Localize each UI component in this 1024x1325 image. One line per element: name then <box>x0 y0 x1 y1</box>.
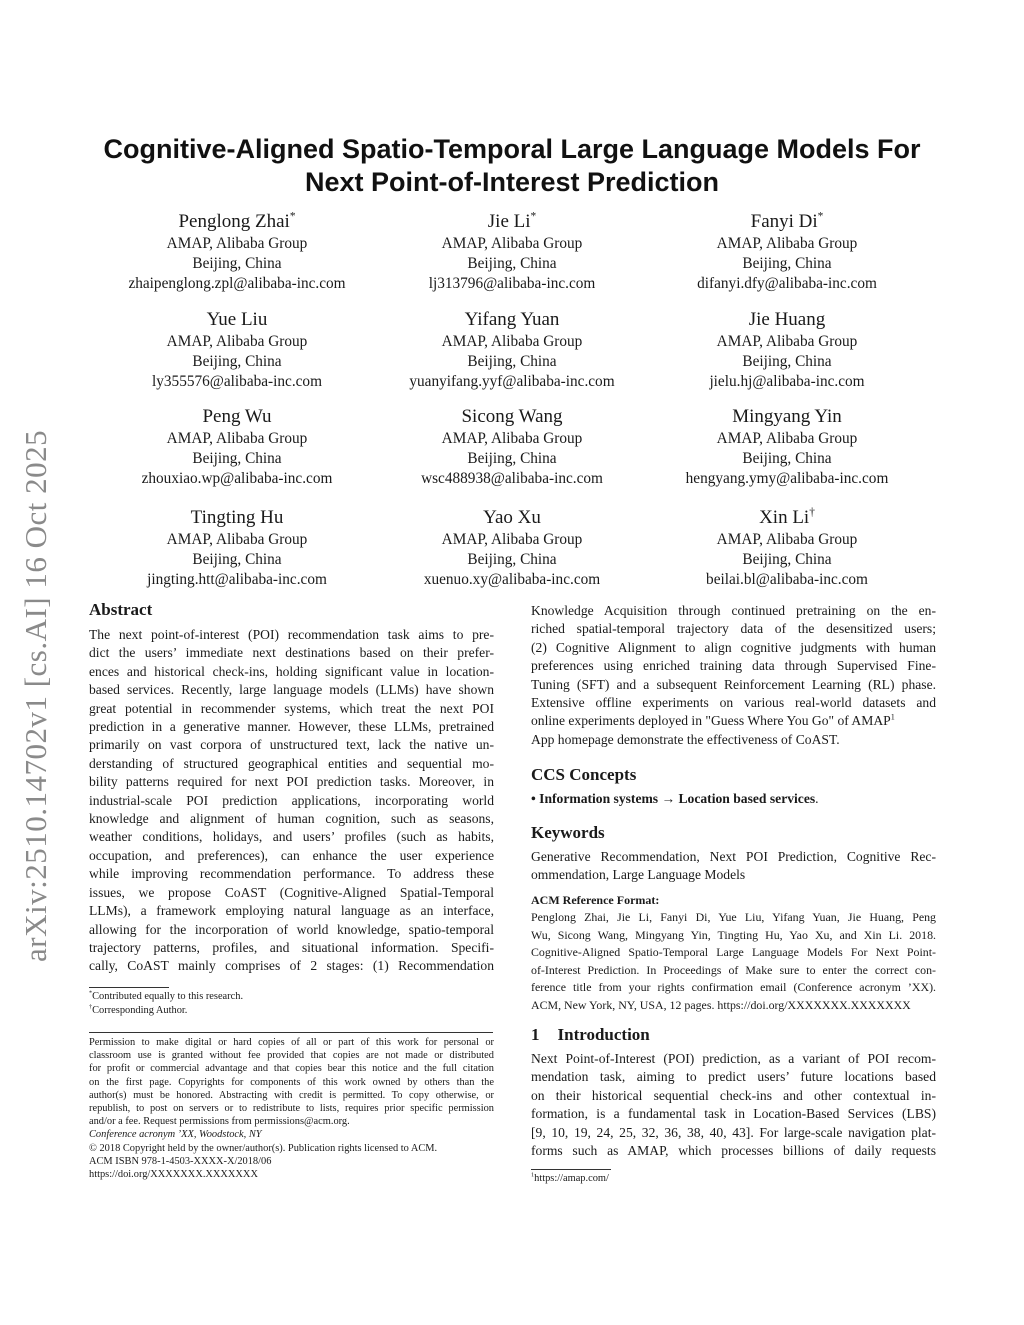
permission-doi: https://doi.org/XXXXXXX.XXXXXXX <box>89 1169 258 1181</box>
author-location: Beijing, China <box>467 551 557 568</box>
author-email: beilai.bl@alibaba-inc.com <box>706 571 868 588</box>
author-location: Beijing, China <box>192 255 282 272</box>
permission-line: republish, to post on servers or to redistribute to lists, requires prior specific permission <box>89 1103 494 1115</box>
footnote-corresponding: †Corresponding Author. <box>89 1003 188 1016</box>
conference-line: Conference acronym ’XX, Woodstock, NY <box>89 1129 262 1141</box>
acm-reference <box>531 909 936 1015</box>
author-email: lj313796@alibaba-inc.com <box>428 275 596 292</box>
author-affiliation: AMAP, Alibaba Group <box>441 333 583 350</box>
author-card <box>637 210 937 294</box>
abstract-line: riched spatial-temporal trajectory data of the desensitized users; <box>531 621 936 637</box>
author-card <box>637 308 937 392</box>
intro-line: on their historical sequential check-ins and other contextual in- <box>531 1087 936 1103</box>
author-affiliation: AMAP, Alibaba Group <box>716 531 858 548</box>
intro-line: formation, is a fundamental task in Location-Based Services (LBS) <box>531 1106 936 1122</box>
abstract-continued <box>531 602 936 749</box>
author-affiliation: AMAP, Alibaba Group <box>166 531 308 548</box>
author-name: Sicong Wang <box>461 406 563 427</box>
author-affiliation: AMAP, Alibaba Group <box>166 430 308 447</box>
author-email: jingting.htt@alibaba-inc.com <box>147 571 327 588</box>
url-footnote-rule <box>531 1169 611 1170</box>
author-email: wsc488938@alibaba-inc.com <box>421 470 603 487</box>
abstract-line: LLMs), a framework employing natural language as an interface, <box>89 903 494 919</box>
author-mark: * <box>289 210 296 223</box>
abstract-line: ences and historical check-ins, holding significant value in location- <box>89 663 494 679</box>
author-email: zhouxiao.wp@alibaba-inc.com <box>141 470 333 487</box>
author-location: Beijing, China <box>467 450 557 467</box>
author-name: Yao Xu <box>483 507 541 528</box>
author-email: difanyi.dfy@alibaba-inc.com <box>697 275 877 292</box>
permission-line: author(s) must be honored. Abstracting with credit is permitted. To copy otherwise, or <box>89 1089 494 1101</box>
author-affiliation: AMAP, Alibaba Group <box>166 235 308 252</box>
abstract-line: dict the users’ immediate next destinations based on their prefer- <box>89 645 494 661</box>
author-affiliation: AMAP, Alibaba Group <box>441 531 583 548</box>
author-affiliation: AMAP, Alibaba Group <box>716 333 858 350</box>
keywords-body <box>531 848 936 885</box>
arxiv-side-label: arXiv:2510.14702v1 [cs.AI] 16 Oct 2025 <box>18 429 53 962</box>
author-affiliation: AMAP, Alibaba Group <box>441 235 583 252</box>
author-email: ly355576@alibaba-inc.com <box>152 373 322 390</box>
permission-line: and/or a fee. Request permissions from permissions@acm.org. <box>89 1116 350 1128</box>
acm-reference-line: Cognitive-Aligned Spatio-Temporal Large Language Models For Next Point- <box>531 945 936 960</box>
acm-reference-line: Penglong Zhai, Jie Li, Fanyi Di, Yue Liu, Yifang Yuan, Jie Huang, Peng <box>531 910 936 924</box>
abstract-line: prediction in a generative manner. However, these LLMs, pretrained <box>89 719 494 735</box>
author-location: Beijing, China <box>192 450 282 467</box>
keyword-line: Generative Recommendation, Next POI Prediction, Cognitive Rec- <box>531 849 936 864</box>
abstract-line: while improving recommendation performance. To address these <box>89 866 494 882</box>
author-card <box>637 506 937 590</box>
author-name: Jie Huang <box>748 309 826 330</box>
author-email: hengyang.ymy@alibaba-inc.com <box>685 470 889 487</box>
permission-line: classroom use is granted without fee provided that copies are not made or distributed <box>89 1050 494 1062</box>
author-location: Beijing, China <box>742 353 832 370</box>
ccs-heading: CCS Concepts <box>531 765 637 784</box>
author-name: Xin Li† <box>759 506 815 528</box>
author-email: jielu.hj@alibaba-inc.com <box>709 373 865 390</box>
author-card <box>362 405 662 489</box>
acm-reference-line: ACM, New York, NY, USA, 12 pages. https://doi.org/XXXXXXX.XXXXXXX <box>531 997 911 1012</box>
abstract-line: allowing for the incorporation of world knowledge, spatio-temporal <box>89 921 494 937</box>
abstract-line: Knowledge Acquisition through continued pretraining on the en- <box>531 603 936 618</box>
abstract-line: issues, we propose CoAST (Cognitive-Aligned Spatial-Temporal <box>89 884 494 900</box>
abstract-line: online experiments deployed in "Guess Where You Go" of AMAP$^1$ <box>531 712 895 729</box>
author-location: Beijing, China <box>192 353 282 370</box>
author-mark: † <box>809 506 815 519</box>
footnote-equal-mark: * <box>89 989 93 997</box>
abstract-line: cally, CoAST mainly comprises of 2 stages: (1) Recommendation <box>89 958 494 974</box>
abstract-line: knowledge and alignment of human cognition, such as seasons, <box>89 811 494 827</box>
abstract-line: occupation, and preferences), can enhance the user experience <box>89 847 494 863</box>
permission-isbn: ACM ISBN 978-1-4503-XXXX-X/2018/06 <box>89 1155 272 1167</box>
author-location: Beijing, China <box>467 353 557 370</box>
abstract-line: primarily on vast corpora of unstructured text, lack the native un- <box>89 737 494 753</box>
acm-reference-line: ference title from your rights confirmation email (Conference acronym ’XX). <box>531 980 936 995</box>
abstract-line: industrial-scale POI prediction applications, incorporating world <box>89 792 494 808</box>
acm-reference-line: Wu, Sicong Wang, Mingyang Yin, Tingting Hu, Yao Xu, and Xin Li. 2018. <box>531 927 936 942</box>
abstract-line: preferences using enriched training data through Supervised Fine- <box>531 658 936 674</box>
author-email: xuenuo.xy@alibaba-inc.com <box>423 571 601 588</box>
abstract-line: Tuning (SFT) and a subsequent Reinforcement Learning (RL) phase. <box>531 676 936 692</box>
paper-title <box>70 133 954 199</box>
abstract-line: App homepage demonstrate the effectiveness of CoAST. <box>531 731 840 747</box>
author-name: Penglong Zhai* <box>178 210 296 232</box>
author-affiliation: AMAP, Alibaba Group <box>166 333 308 350</box>
author-name: Jie Li* <box>487 210 537 232</box>
abstract-heading: Abstract <box>89 600 153 619</box>
intro-heading: 1 Introduction <box>531 1025 650 1044</box>
footnote-rule <box>89 987 169 988</box>
author-location: Beijing, China <box>742 450 832 467</box>
author-name: Yifang Yuan <box>464 309 560 330</box>
permission-line: for profit or commercial advantage and that copies bear this notice and the full citation <box>89 1063 494 1075</box>
title-line-2: Next Point-of-Interest Prediction <box>304 167 720 197</box>
permission-line: on the first page. Copyrights for components of this work owned by others than the <box>89 1076 494 1088</box>
author-card <box>362 506 662 590</box>
author-email: yuanyifang.yyf@alibaba-inc.com <box>409 373 615 390</box>
footnote-equal: *Contributed equally to this research. <box>89 989 244 1002</box>
author-affiliation: AMAP, Alibaba Group <box>716 235 858 252</box>
abstract-line: derstanding of structured geographical entities and sequential mo- <box>89 755 494 771</box>
author-affiliation: AMAP, Alibaba Group <box>716 430 858 447</box>
keywords-heading: Keywords <box>531 823 605 842</box>
intro-line: mendation task, aiming to predict users’ future locations based <box>531 1069 936 1085</box>
author-card <box>87 308 387 392</box>
author-card <box>87 405 387 489</box>
author-name: Yue Liu <box>206 309 268 330</box>
author-location: Beijing, China <box>742 551 832 568</box>
author-name: Tingting Hu <box>190 507 284 528</box>
author-card <box>362 308 662 392</box>
author-card <box>87 506 387 590</box>
author-affiliation: AMAP, Alibaba Group <box>441 430 583 447</box>
permission-copyright: © 2018 Copyright held by the owner/author(s). Publication rights licensed to ACM. <box>89 1142 438 1154</box>
ccs-item: • Information systems → Location based services. <box>531 791 819 806</box>
author-card <box>362 210 662 294</box>
abstract-line: bility patterns required for next POI prediction tasks. Moreover, in <box>89 774 494 790</box>
footnote-corresponding-mark: † <box>89 1003 93 1011</box>
author-name: Peng Wu <box>202 406 272 427</box>
footnote-url: $^1$https://amap.com/ <box>531 1171 609 1184</box>
acm-reference-line: of-Interest Prediction. In Proceedings of Make sure to enter the correct con- <box>531 962 936 977</box>
abstract-line: (2) Cognitive Alignment to align cognitive judgments with human <box>531 639 936 655</box>
abstract-line: great potential in recommender systems, which treat the next POI <box>89 700 494 716</box>
author-location: Beijing, China <box>742 255 832 272</box>
abstract-line: based services. Recently, large language models (LLMs) have shown <box>89 682 494 698</box>
author-name: Mingyang Yin <box>732 406 842 427</box>
abstract-line: Extensive offline experiments on various real-world datasets and <box>531 695 936 711</box>
intro-line: Next Point-of-Interest (POI) prediction, as a variant of POI recom- <box>531 1051 936 1066</box>
footnote-ref-mark: 1 <box>890 712 895 722</box>
author-card <box>637 405 937 489</box>
title-line-1: Cognitive-Aligned Spatio-Temporal Large Language Models For <box>103 134 921 164</box>
acm-ref-heading: ACM Reference Format: <box>531 893 660 907</box>
permission-block <box>89 1036 494 1181</box>
abstract-line: weather conditions, holidays, and users’ profiles (such as habits, <box>89 829 494 845</box>
permission-line: Permission to make digital or hard copies of all or part of this work for personal or <box>89 1037 494 1048</box>
abstract-line: The next point-of-interest (POI) recommendation task aims to pre- <box>89 627 494 642</box>
author-location: Beijing, China <box>467 255 557 272</box>
author-mark: * <box>530 210 537 223</box>
intro-line: forms such as AMAP, which processes billions of daily requests <box>531 1143 936 1159</box>
author-card <box>87 210 387 294</box>
author-name: Fanyi Di* <box>750 210 824 232</box>
abstract-body <box>89 626 494 976</box>
intro-line: [9, 10, 19, 24, 25, 32, 36, 38, 40, 43]. For large-scale navigation plat- <box>531 1124 936 1140</box>
intro-body <box>531 1050 936 1160</box>
author-mark: * <box>817 210 824 223</box>
keyword-line: ommendation, Large Language Models <box>531 867 746 883</box>
permission-rule <box>89 1032 493 1033</box>
abstract-line: trajectory patterns, profiles, and situational information. Specifi- <box>89 939 494 955</box>
author-email: zhaipenglong.zpl@alibaba-inc.com <box>128 275 346 292</box>
author-location: Beijing, China <box>192 551 282 568</box>
